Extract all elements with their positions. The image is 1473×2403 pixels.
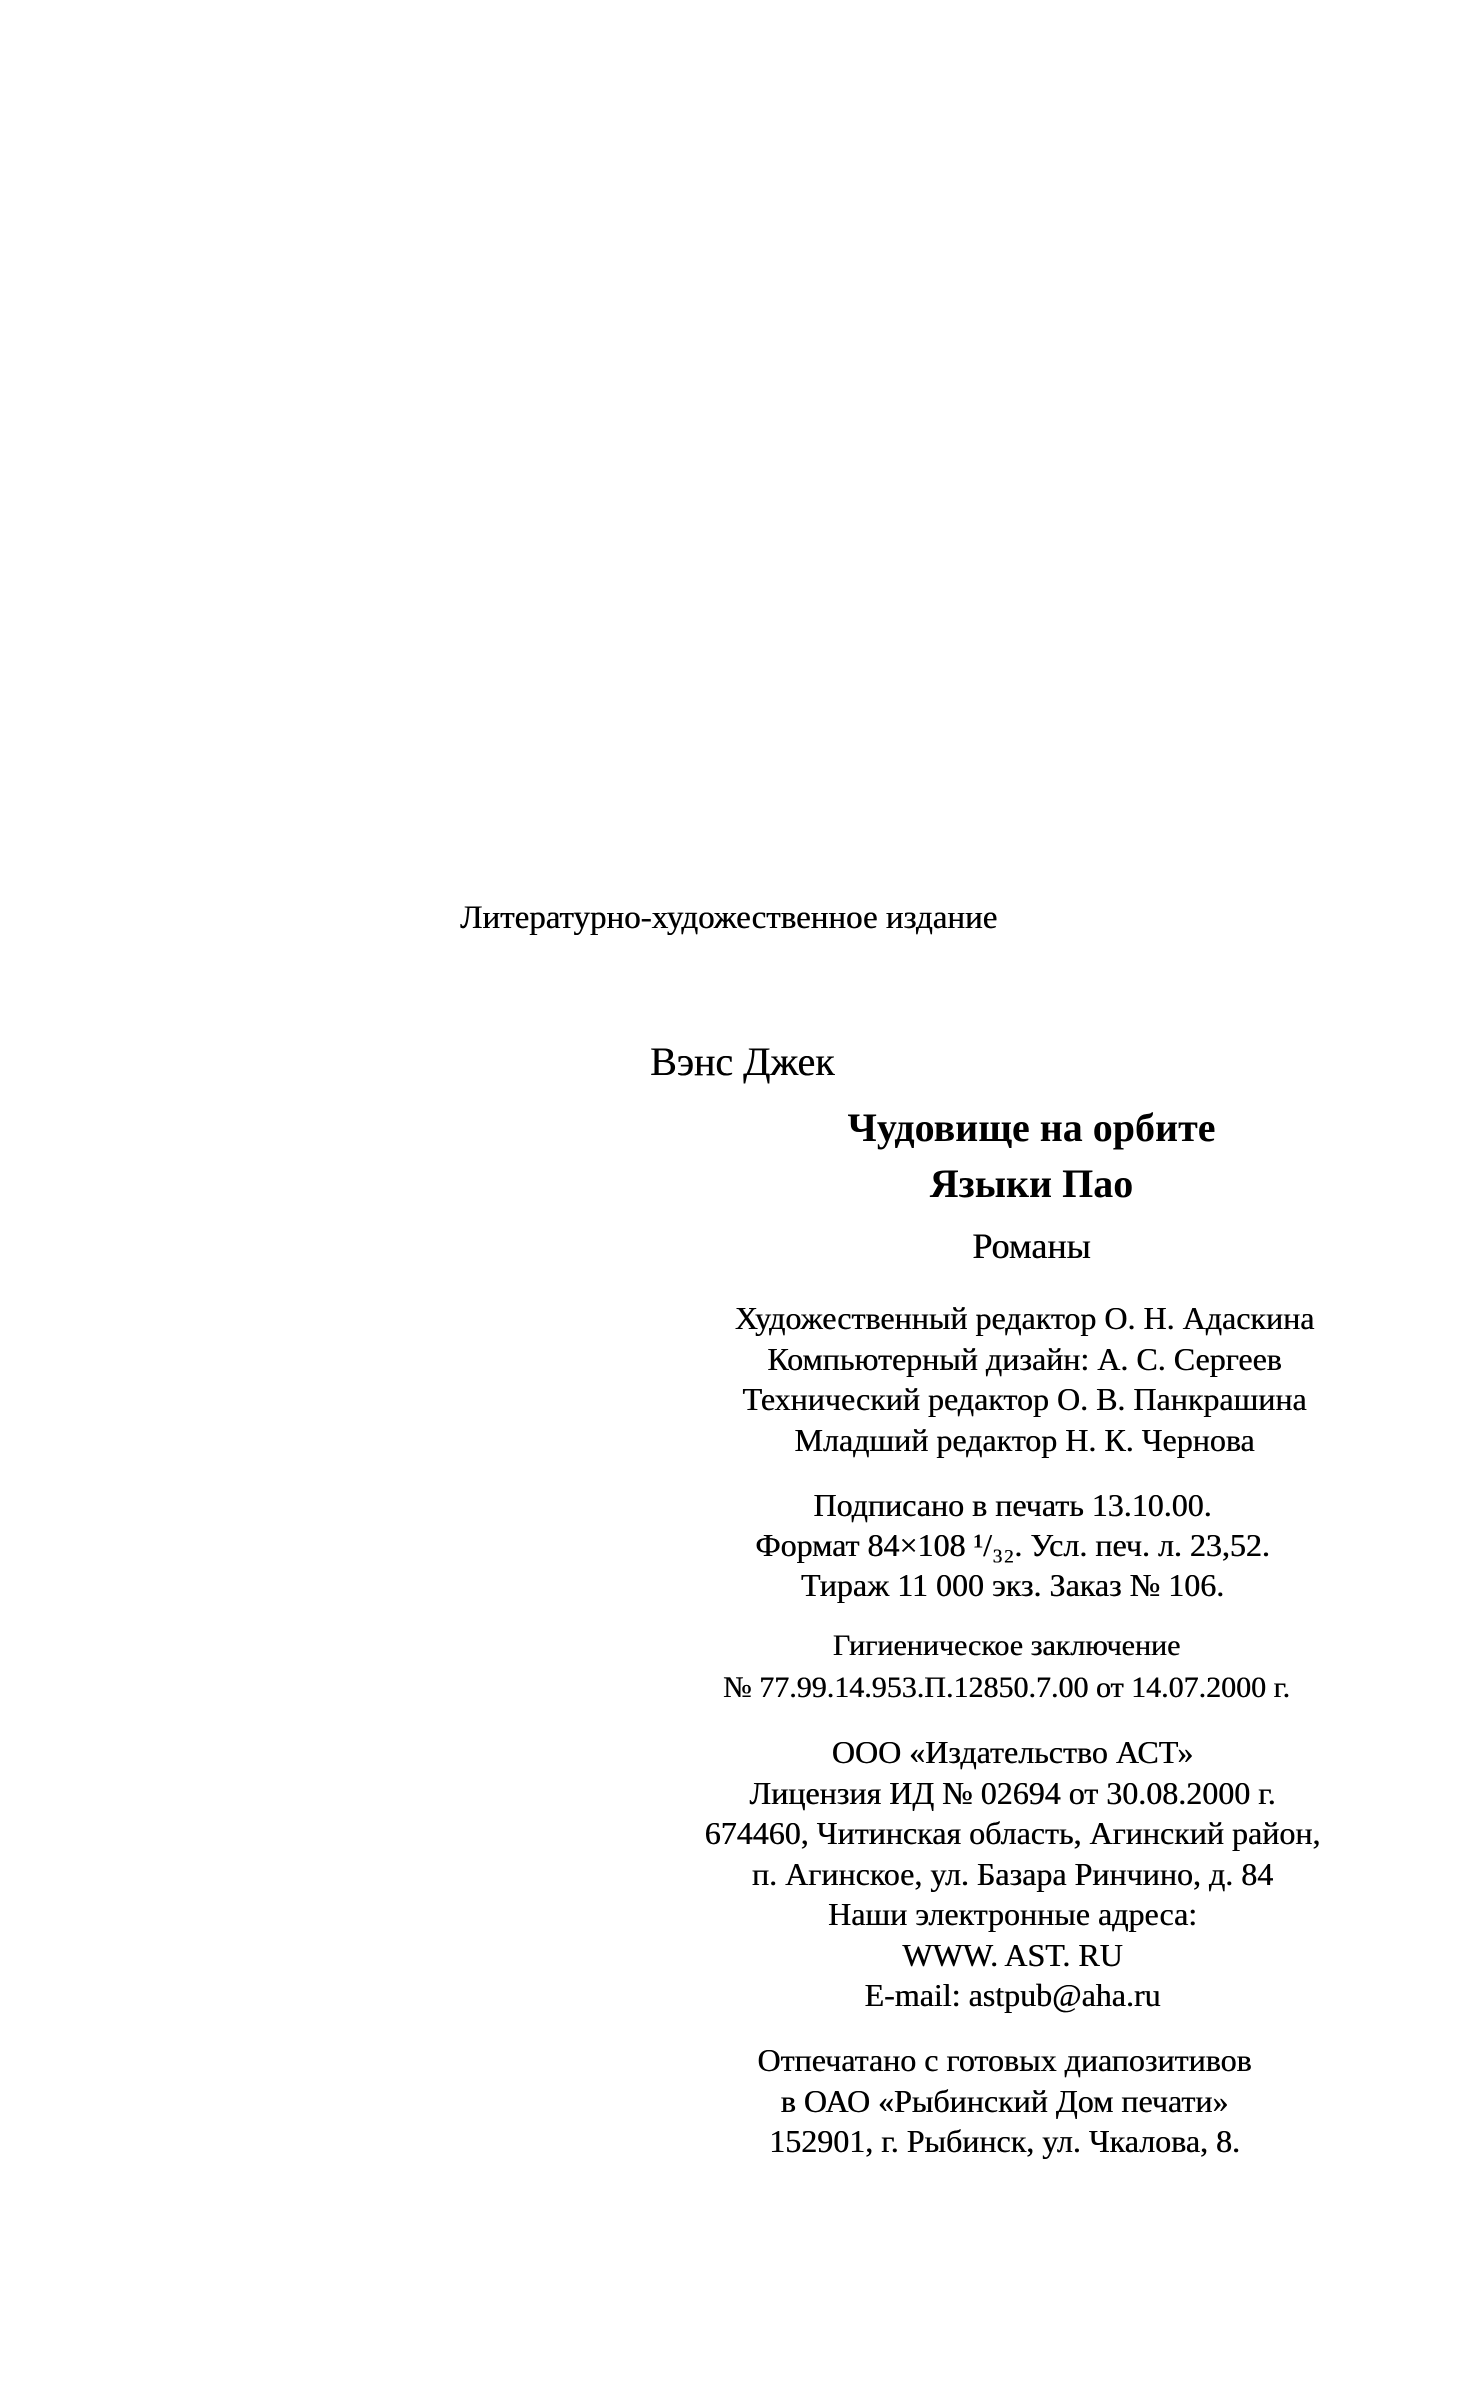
book-titles <box>295 1100 1473 1212</box>
staff-line: Младший редактор Н. К. Чернова <box>794 1421 1255 1458</box>
publisher-line: Лицензия ИД № 02694 от 30.08.2000 г. <box>749 1774 1276 1811</box>
printer-line: Отпечатано с готовых диапозитивов <box>757 2042 1252 2078</box>
hygiene-line: № 77.99.14.953.П.12850.7.00 от 14.07.2000 г. <box>723 1671 1290 1704</box>
print-info-line: Подписано в печать 13.10.00. <box>813 1487 1212 1523</box>
publisher-line: Наши электронные адреса: <box>827 1896 1198 1932</box>
staff-line: Компьютерный дизайн: А. С. Сергеев <box>767 1340 1282 1377</box>
hygiene-line: Гигиеническое заключение <box>832 1629 1181 1662</box>
print-info-line: Формат 84×108 ¹/₃₂. Усл. печ. л. 23,52. <box>755 1527 1270 1563</box>
printer-info <box>268 2040 1473 2162</box>
print-info-line: Тираж 11 000 экз. Заказ № 106. <box>800 1567 1225 1603</box>
printer-line: 152901, г. Рыбинск, ул. Чкалова, 8. <box>769 2123 1240 2159</box>
print-info <box>276 1485 1473 1605</box>
book-title-2: Языки Пао <box>929 1161 1134 1206</box>
edition-type-block <box>460 898 997 938</box>
publisher-website: WWW. AST. RU <box>902 1936 1123 1973</box>
genre-block <box>295 1224 1473 1268</box>
publisher-email: E-mail: astpub@aha.ru <box>864 1977 1161 2013</box>
staff-line: Художественный редактор О. Н. Адаскина <box>734 1300 1315 1336</box>
publisher-line: ООО «Издательство АСТ» <box>831 1734 1194 1770</box>
publisher-info <box>276 1732 1473 2016</box>
staff-line: Технический редактор О. В. Панкрашина <box>742 1381 1307 1417</box>
editorial-staff <box>288 1298 1473 1460</box>
publisher-line: п. Агинское, ул. Базара Ринчино, д. 84 <box>751 1855 1274 1892</box>
hygiene-certificate <box>270 1625 1473 1709</box>
author-block <box>650 1038 835 1086</box>
genre-label: Романы <box>972 1226 1091 1266</box>
book-title-1: Чудовище на орбите <box>847 1105 1216 1150</box>
publisher-line: 674460, Читинская область, Агинский район, <box>704 1815 1321 1851</box>
printer-line: в ОАО «Рыбинский Дом печати» <box>780 2082 1229 2119</box>
edition-type: Литературно-художественное издание <box>460 900 998 936</box>
author-name: Вэнс Джек <box>650 1039 835 1084</box>
